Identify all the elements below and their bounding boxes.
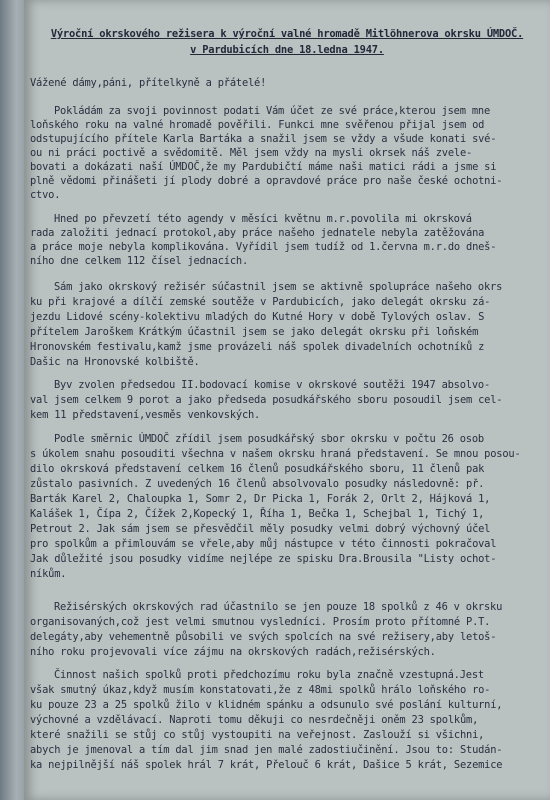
text-line: Režisérských okrskových rad účastnilo se jen pouze 18 spolků z 46 v okrsku: [54, 601, 503, 613]
text-line: Petrout 2. Jak sám jsem se přesvědčil měly posudky velmi dobrý výchovný účel: [30, 523, 491, 535]
text-line: přítelem Jaroškem Krátkým účastnil jsem se jako delegát okrsku při loňském: [30, 326, 479, 338]
text-line: Kalášek 1, Čípa 2, Čížek 2,Kopecký 1, Říha 1, Bečka 1, Schejbal 1, Tichý 1,: [30, 508, 485, 520]
text-line: abych je jmenoval a tím dal jim snad jen malé zadostiučinění. Jsou to: Studán-: [30, 744, 503, 756]
text-line: ku pouze 23 a 25 spolků žilo v klidném spánku a odsunulo své poslání kulturní,: [30, 699, 503, 711]
text-line: dilo okrsková představení celkem 16 členů posudkářského sboru, 11 členů pak: [30, 463, 485, 475]
text-line: loňského roku na valné hromadě pověřili. Funkci mne svěřenou přijal jsem od: [30, 119, 485, 131]
document-page: [24, 0, 550, 800]
text-line: ního dne celkem 112 čísel jednacích.: [30, 255, 249, 267]
text-line: Hronovském festivalu,kamž jsme provázeli náš spolek divadelních ochotníků z: [30, 341, 485, 353]
text-line: s úkolem snahu posouditi všechna v našem okrsku hraná představení. Se mnou posou-: [30, 448, 521, 460]
text-line: níkům.: [30, 568, 67, 580]
text-line: bovati a dokázati naší ÚMDOČ,že my Pardubičtí máme naši matici rádi a jsme si: [30, 161, 497, 173]
text-line: jezdu Lidové scény-kolektivu mladých do Kutné Hory v době Tylových oslav. S: [30, 311, 485, 323]
text-line: ou ni práci poctivě a svědomitě. Měl jsem vždy na mysli okrsek náš zvele-: [30, 147, 473, 159]
text-line: Hned po převzetí této agendy v měsíci květnu m.r.povolila mi okrsková: [54, 213, 472, 225]
text-line: rada založiti jednací protokol,aby práce našeho jednatele nebyla zatěžována: [30, 227, 485, 239]
salutation: Vážené dámy,páni, přítelkyně a přátelé!: [30, 77, 267, 89]
text-line: Podle směrnic ÚMDOČ zřídil jsem posudkářský sbor okrsku v počtu 26 osob: [54, 433, 484, 445]
text-line: Činnost našich spolků proti předchozímu roku byla značně vzestupná.Jest: [54, 669, 484, 681]
text-line: ku při krajové a dílčí zemské soutěže v Pardubicích, jako delegát okrsku zá-: [30, 296, 491, 308]
text-line: kem 11 představení,vesměs venkovských.: [30, 409, 261, 421]
text-line: ka nejpilnější náš spolek hrál 7 krát, Přelouč 6 krát, Dašice 5 krát, Sezemice: [30, 759, 503, 771]
document-subtitle: v Pardubicích dne 18.ledna 1947.: [190, 44, 384, 56]
text-line: Sám jako okrskový režisér súčastnil jsem se aktivně spolupráce našeho okrs: [54, 281, 503, 293]
text-line: Dašic na Hronovské kolbiště.: [30, 356, 200, 368]
document-title: Výroční okrskového režisera k výroční valné hromadě Mitlöhnerova okrsku ÚMDOČ.: [50, 28, 524, 40]
text-line: které snažili se stůj co stůj vystoupiti na veřejnost. Zaslouží si všichni,: [30, 729, 485, 741]
text-line: ního roku projevovali více zájmu na okrskových radách,režisérských.: [30, 646, 436, 658]
text-line: delegáty,aby vehementně působili ve svých spolcích na své režisery,aby letoš-: [30, 631, 497, 643]
text-line: pro spolkům a přimlouvám se vřele,aby můj nástupce v této činnosti pokračoval: [30, 538, 497, 550]
text-line: val jsem celkem 9 porot a jako předseda posudkářského sboru posoudil jsem cel-: [30, 394, 503, 406]
text-line: výchovné a vzdělávací. Naproti tomu děkuji co nesrdečněji oněm 23 spolkům,: [30, 714, 479, 726]
text-line: Pokládám za svoji povinnost podati Vám účet ze své práce,kterou jsem mne: [54, 105, 491, 117]
text-line: však smutný úkaz,když musím konstatovati,že z 48mi spolků hrálo loňského ro-: [30, 684, 491, 696]
text-line: Byv zvolen předsedou II.bodovací komise v okrskové soutěži 1947 absolvo-: [54, 379, 491, 391]
text-line: plně vědomi přinášeti jí plody dobré a opravdové práce pro naše české ochotni-: [30, 175, 503, 187]
text-line: Barták Karel 2, Chaloupka 1, Somr 2, Dr Picka 1, Forák 2, Orlt 2, Hájková 1,: [30, 493, 491, 505]
text-line: Jak důležité jsou posudky vidíme nejlépe ze spisku Dra.Brousila "Listy ochot-: [30, 553, 497, 565]
text-line: ctvo.: [30, 189, 61, 201]
text-line: odstupujícího přítele Karla Bartáka a snažil jsem se vždy a všude konati své-: [30, 133, 497, 145]
text-line: zůstalo pasivních. Z uvedených 16 členů absolvovalo posudky následovně: př.: [30, 478, 485, 490]
text-line: a práce moje nebyla komplikována. Vyřídil jsem tudíž od 1.června m.r.do dneš-: [30, 241, 497, 253]
text-line: organisovaných,což jest velmi smutnou vysledníci. Prosím proto přítomné P.T.: [30, 616, 491, 628]
